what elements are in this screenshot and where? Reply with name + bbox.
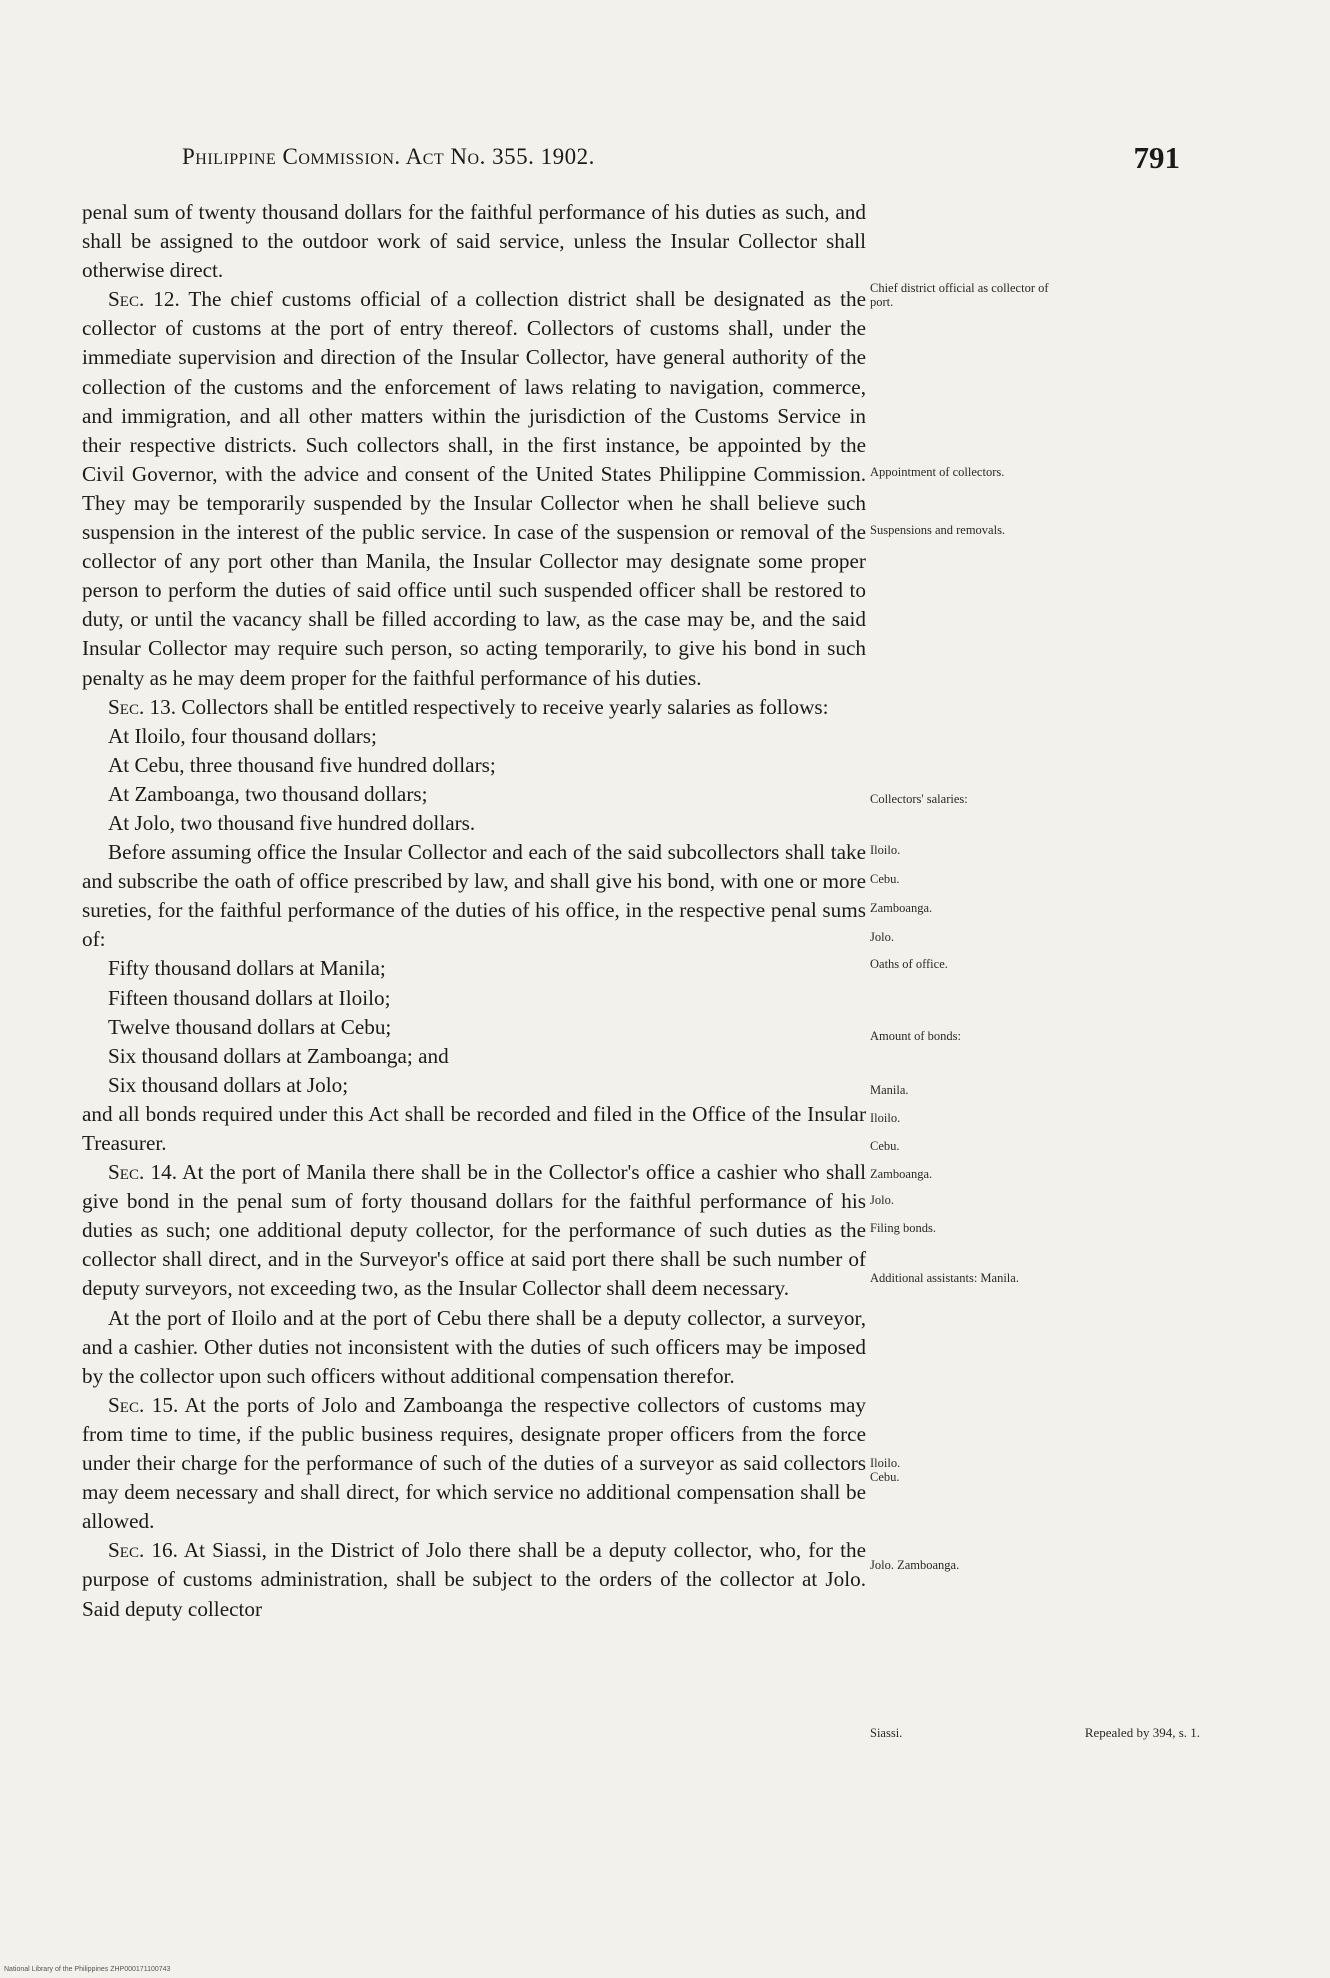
margin-note: Zamboanga. bbox=[870, 901, 933, 915]
margin-note: Chief district official as collector of port. bbox=[870, 281, 1049, 309]
margin-note: Collectors' salaries: bbox=[870, 792, 968, 806]
margin-note: Oaths of office. bbox=[870, 957, 948, 971]
paragraph bbox=[82, 198, 866, 285]
list-line bbox=[82, 780, 866, 809]
margin-note: Jolo. Zamboanga. bbox=[870, 1558, 960, 1572]
margin-note: Cebu. bbox=[870, 1139, 900, 1153]
margin-note: Iloilo. Cebu. bbox=[870, 1456, 901, 1484]
body-text bbox=[82, 198, 866, 1624]
paragraph-text: At the port of Manila there shall be in the Collector's office a cashier who shall give bond in the penal sum of forty thousand dollars for the faithful performance of his duties as such; one additional deputy collector, for the performance of such duties as the collector shall direct, and in the Surveyor's office at said port there shall be such number of deputy surveyors, not exceeding two, as the Insular Collector shall deem necessary. bbox=[82, 1160, 866, 1301]
section-number: Sec. 15. bbox=[108, 1392, 179, 1417]
margin-note: Suspensions and removals. bbox=[870, 523, 1006, 537]
paragraph-text: Six thousand dollars at Jolo; bbox=[108, 1072, 349, 1097]
running-head: Philippine Commission. Act No. 355. 1902. bbox=[182, 144, 595, 169]
paragraph-text: and all bonds required under this Act shall be recorded and filed in the Office of the Insular Treasurer. bbox=[82, 1101, 866, 1155]
paragraph-text: At Cebu, three thousand five hundred dollars; bbox=[108, 752, 496, 777]
paragraph-text: At Iloilo, four thousand dollars; bbox=[108, 723, 377, 748]
margin-note: Zamboanga. bbox=[870, 1167, 933, 1181]
margin-note: Appointment of collectors. bbox=[870, 465, 1005, 479]
margin-note: Jolo. bbox=[870, 1193, 894, 1207]
paragraph-text: Twelve thousand dollars at Cebu; bbox=[108, 1014, 392, 1039]
section-number: Sec. 14. bbox=[108, 1160, 178, 1185]
page-number: 791 bbox=[1133, 140, 1180, 175]
section-paragraph bbox=[82, 693, 866, 722]
paragraph-text: Six thousand dollars at Zamboanga; and bbox=[108, 1043, 449, 1068]
paragraph bbox=[82, 1304, 866, 1391]
margin-note: Amount of bonds: bbox=[870, 1029, 961, 1043]
paragraph-text: The chief customs official of a collection district shall be designated as the collector of customs at the port of entry thereof. Collectors of customs shall, under the immediate supervision and direction of the Insular Collector, have general authority of the collection of the customs and the enforcement of laws relating to navigation, commerce, and immigration, and all other matters within the jurisdiction of the Customs Service in their respective districts. Such collectors shall, in the first instance, be appointed by the Civil Governor, with the advice and consent of the United States Philippine Commission. They may be temporarily suspended by the Insular Collector when he shall believe such suspension in the interest of the public service. In case of the suspension or removal of the collector of any port other than Manila, the Insular Collector may designate some proper person to perform the duties of said office until such suspended officer shall be restored to duty, or until the vacancy shall be filled according to law, as the case may be, and the said Insular Collector may require such person, so acting temporarily, to give his bond in such penalty as he may deem proper for the faithful performance of his duties. bbox=[82, 287, 867, 690]
list-line bbox=[82, 1042, 866, 1071]
list-line bbox=[82, 984, 866, 1013]
paragraph bbox=[82, 838, 866, 954]
paragraph-text: At Zamboanga, two thousand dollars; bbox=[108, 781, 428, 806]
margin-note: Jolo. bbox=[870, 930, 894, 944]
paragraph-text: At the ports of Jolo and Zamboanga the respective collectors of customs may from time to time, if the public business requires, designate proper officers from the force under their charge for the performance of such of the duties of a surveyor as said collectors may deem necessary and shall direct, for which service no additional compensation shall be allowed. bbox=[82, 1392, 867, 1534]
margin-note: Cebu. bbox=[870, 872, 900, 886]
paragraph-text: penal sum of twenty thousand dollars for the faithful performance of his duties as such, and shall be assigned to the outdoor work of said service, unless the Insular Collector shall otherwise direct. bbox=[82, 200, 866, 283]
list-line bbox=[82, 751, 866, 780]
list-line bbox=[82, 722, 866, 751]
section-paragraph bbox=[82, 285, 866, 692]
section-paragraph bbox=[82, 1158, 866, 1303]
paragraph-text: Fifty thousand dollars at Manila; bbox=[108, 956, 386, 981]
section-paragraph bbox=[82, 1391, 866, 1536]
margin-note: Iloilo. bbox=[870, 843, 901, 857]
section-paragraph bbox=[82, 1536, 866, 1623]
margin-note: Additional assistants: Manila. bbox=[870, 1271, 1019, 1285]
list-line bbox=[82, 954, 866, 983]
margin-note: Siassi. bbox=[870, 1726, 903, 1740]
margin-note: Iloilo. bbox=[870, 1111, 901, 1125]
paragraph-text: Before assuming office the Insular Collector and each of the said subcollectors shall take and subscribe the oath of office prescribed by law, and shall give his bond, with one or more sureties, for the faithful performance of the duties of his office, in the respective penal sums of: bbox=[82, 840, 866, 952]
section-number: Sec. 12. bbox=[108, 287, 180, 312]
list-line bbox=[82, 1071, 866, 1100]
margin-note: Manila. bbox=[870, 1083, 909, 1097]
paragraph-text: Fifteen thousand dollars at Iloilo; bbox=[108, 985, 391, 1010]
repeal-note: Repealed by 394, s. 1. bbox=[1084, 1725, 1200, 1740]
paragraph-text: At the port of Iloilo and at the port of Cebu there shall be a deputy collector, a surveyor, and a cashier. Other duties not inconsistent with the duties of such officers may be imposed by the collector upon such officers without additional compensation therefor. bbox=[82, 1305, 866, 1388]
margin-note: Filing bonds. bbox=[870, 1221, 936, 1235]
scan-footer: National Library of the Philippines ZHP000171100743 bbox=[4, 1966, 171, 1973]
paragraph-text: At Siassi, in the District of Jolo there shall be a deputy collector, who, for the purpose of customs administration, shall be subject to the orders of the collector at Jolo. Said deputy collector bbox=[82, 1538, 866, 1621]
list-line bbox=[82, 1013, 866, 1042]
section-number: Sec. 16. bbox=[108, 1538, 178, 1563]
page-header bbox=[182, 140, 1180, 180]
list-line bbox=[82, 809, 866, 838]
paragraph-text: At Jolo, two thousand five hundred dollars. bbox=[108, 810, 476, 835]
paragraph bbox=[82, 1100, 866, 1158]
section-number: Sec. 13. bbox=[108, 694, 177, 719]
paragraph-text: Collectors shall be entitled respectively to receive yearly salaries as follows: bbox=[176, 694, 829, 719]
